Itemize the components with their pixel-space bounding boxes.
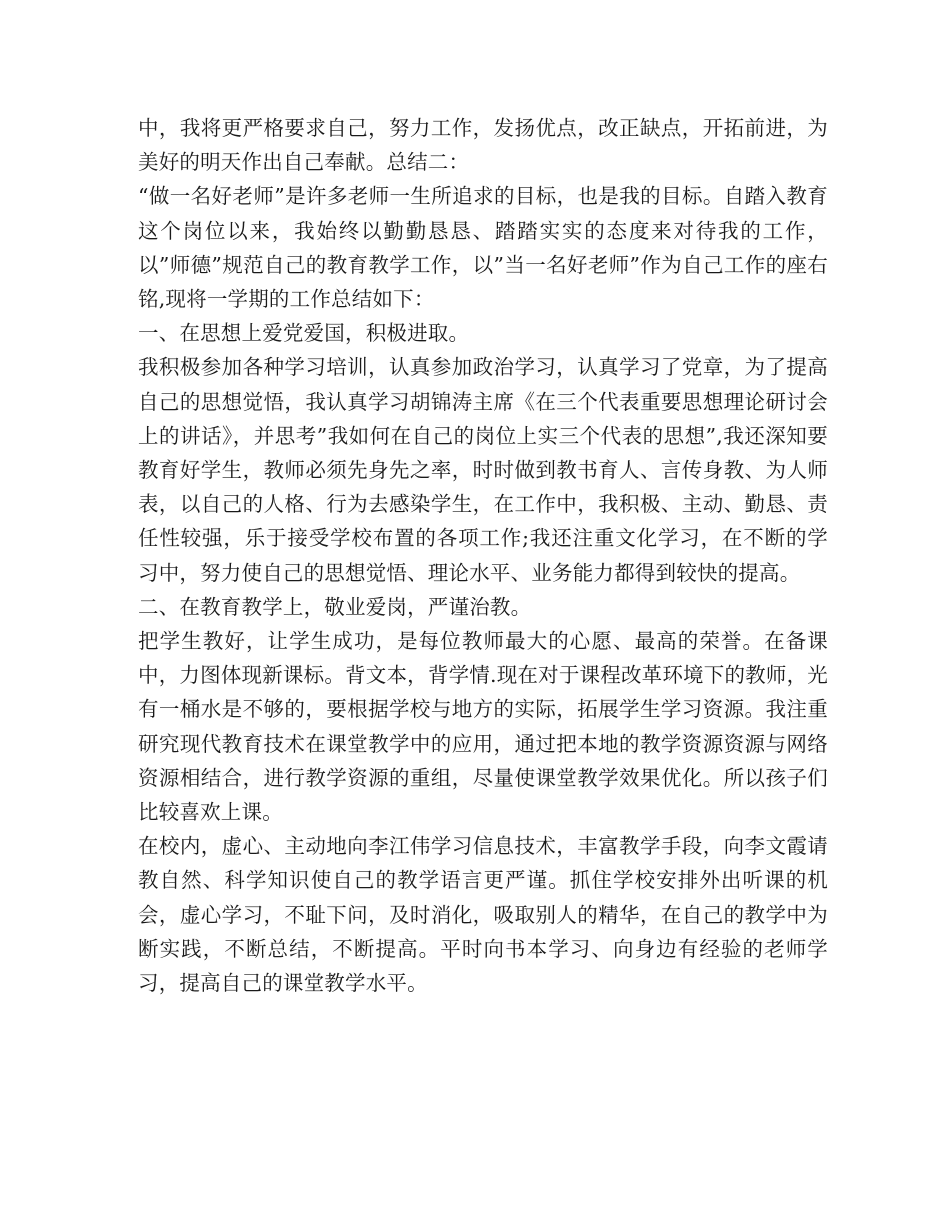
paragraph-teaching: 把学生教好，让学生成功，是每位教师最大的心愿、最高的荣誉。在备课中，力图体现新课标。背文本，背学情.现在对于课程改革环境下的教师，光有一桶水是不够的，要根据学校与地方的实际，拓展学生学习资源。我注重研究现代教育技术在课堂教学中的应用，通过把本地的教学资源资源与网络资源相结合，进行教学资源的重组，尽量使课堂教学效果优化。所以孩子们比较喜欢上课。: [138, 629, 828, 825]
paragraph-ideology: 我积极参加各种学习培训，认真参加政治学习，认真学习了党章，为了提高自己的思想觉悟，我认真学习胡锦涛主席《在三个代表重要思想理论研讨会上的讲话》，并思考”我如何在自己的岗位上实三个代表的思想”,我还深知要教育好学生，教师必须先身先之率，时时做到教书育人、言传身教、为人师表，以自己的人格、行为去感染学生，在工作中，我积极、主动、勤恳、责任性较强，乐于接受学校布置的各项工作;我还注重文化学习，在不断的学习中，努力使自己的思想觉悟、理论水平、业务能力都得到较快的提高。: [138, 355, 828, 585]
paragraph-closing-summary-one: 中，我将更严格要求自己，努力工作，发扬优点，改正缺点，开拓前进，为美好的明天作出自己奉献。总结二：: [138, 116, 828, 175]
document-body: [138, 111, 828, 1000]
section-heading-two: 二、在教育教学上，敬业爱岗，严谨治教。: [138, 594, 532, 619]
paragraph-intro-summary-two: “做一名好老师”是许多老师一生所追求的目标，也是我的目标。自踏入教育这个岗位以来，我始终以勤勤恳恳、踏踏实实的态度来对待我的工作，以”师德”规范自己的教育教学工作，以”当一名好老师”作为自己工作的座右铭,现将一学期的工作总结如下：: [138, 184, 828, 312]
section-heading-one: 一、在思想上爱党爱国，积极进取。: [138, 321, 470, 346]
paragraph-learning: 在校内，虚心、主动地向李江伟学习信息技术，丰富教学手段，向李文霞请教自然、科学知识使自己的教学语言更严谨。抓住学校安排外出听课的机会，虚心学习，不耻下问，及时消化，吸取别人的精华，在自己的教学中为断实践，不断总结，不断提高。平时向书本学习、向身边有经验的老师学习，提高自己的课堂教学水平。: [138, 834, 828, 996]
